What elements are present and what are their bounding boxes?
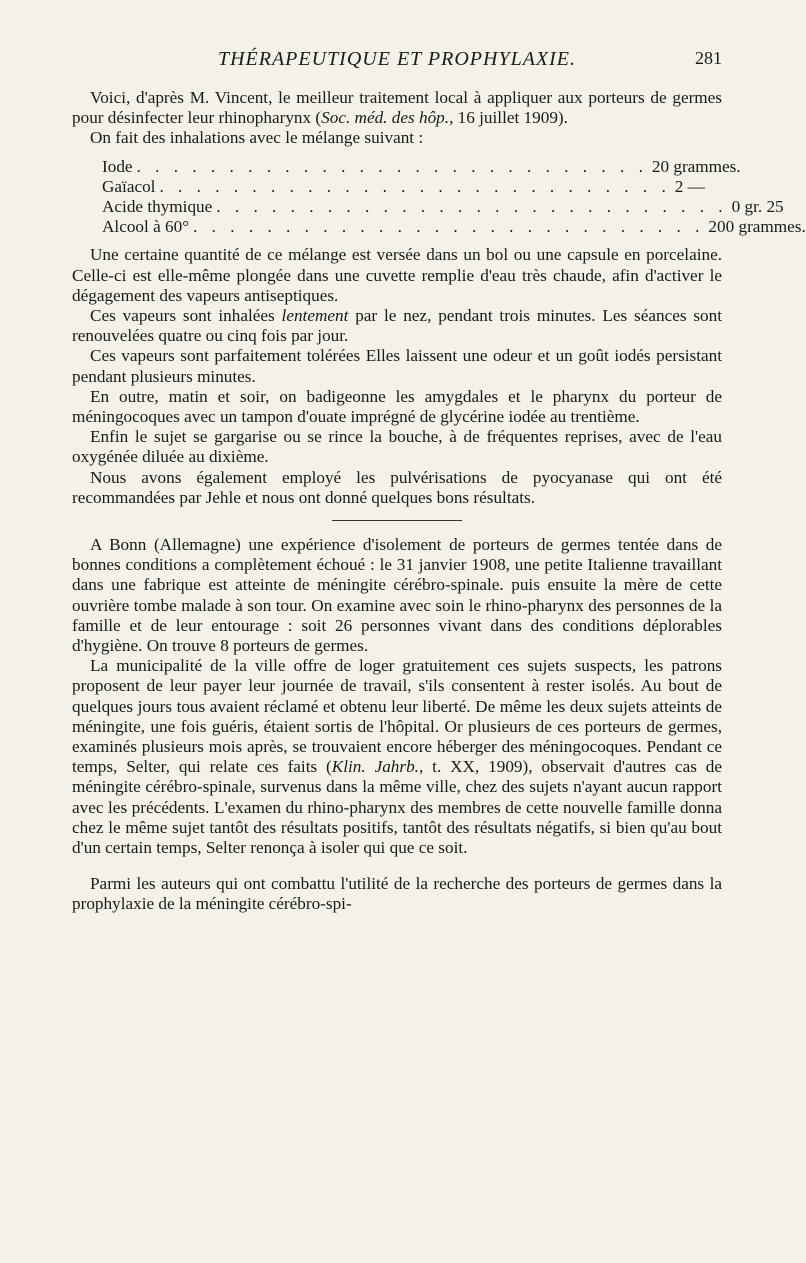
leader-dots: . . . . . . . . . . . . . . . . . . . . . . . . . . . .: [216, 196, 728, 216]
text-run: par le nez, pendant trois minutes. Les séances sont renouvelées quatre ou cinq fois par jour.: [72, 305, 723, 346]
text-run: Voici, d'après M. Vincent, le meilleur traitement local à appliquer aux porteurs de germes pour désinfecter leur rhinopharynx (: [72, 88, 722, 128]
running-title: THÉRAPEUTIQUE ET PROPHYLAXIE.: [217, 48, 577, 70]
paragraph: Ces vapeurs sont parfaitement tolérées Elles laissent une odeur et un goût iodés persistant pendant plusieurs minutes.: [72, 346, 722, 386]
ingredient-name: Acide thymique: [102, 196, 213, 216]
ingredient-name: Gaïacol: [102, 176, 156, 196]
recipe-row: [102, 217, 806, 237]
paragraph: [72, 88, 722, 128]
text-run: La municipalité de la ville offre de loger gratuitement ces sujets suspects, les patrons proposent de leur payer leur journée de travail, s'ils consentent à rester isolés. Au bout de quelques jours tous avaient réclamé et obtenu leur liberté. De même les deux sujets atteints de méningite, une fois guéris, étaient sortis de l'hôpital. Or plusieurs de ces porteurs de germes, examinés plusieurs mois après, se trouvaient encore héberger des méningocoques. Pendant ce temps, Selter, qui relate ces faits (: [72, 656, 722, 777]
paragraph: A Bonn (Allemagne) une expérience d'isolement de porteurs de germes tentée dans de bonnes conditions a complètement échoué : le 31 janvier 1908, une petite Italienne travaillant dans une fabrique est atteinte de méningite cérébro-spinale. puis ensuite la mère de cette ouvrière tombe malade à son tour. On examine avec soin le rhino-pharynx des personnes de la famille et de leur entourage : soit 26 personnes vivant dans des conditions déplorables d'hygiène. On trouve 8 porteurs de germes.: [72, 535, 722, 656]
ingredient-name: Iode: [102, 156, 133, 176]
recipe-row: [102, 176, 705, 197]
paragraph: Nous avons également employé les pulvérisations de pyocyanase qui ont été recommandées par Jehle et nous ont donné quelques bons résultats.: [72, 467, 722, 507]
ingredient-quantity: 2 —: [674, 176, 705, 196]
page-body: [72, 88, 806, 915]
text-run: Ces vapeurs sont inhalées: [90, 305, 282, 325]
page-number: 281: [695, 48, 722, 68]
ingredient-quantity: 0 gr. 25: [731, 196, 784, 216]
ingredient-name: Alcool à 60°: [102, 217, 190, 237]
ingredient-quantity: 200 grammes.: [708, 217, 806, 237]
section-divider: [332, 520, 462, 521]
recipe-row: [102, 196, 784, 217]
page-header: [72, 42, 722, 72]
paragraph: Une certaine quantité de ce mélange est versée dans un bol ou une capsule en porcelaine. Celle-ci est elle-même plongée dans une cuvette remplie d'eau très chaude, afin d'activer le dégagement des vapeurs antiseptiques.: [72, 245, 722, 305]
recipe-row: [102, 156, 741, 177]
emphasis: lentement: [281, 305, 349, 325]
recipe-list: [102, 156, 806, 238]
leader-dots: . . . . . . . . . . . . . . . . . . . . . . . . . . . .: [159, 176, 671, 196]
paragraph: Enfin le sujet se gargarise ou se rince la bouche, à de fréquentes reprises, avec de l'eau oxygénée diluée au dixième.: [72, 427, 722, 467]
paragraph: On fait des inhalations avec le mélange suivant :: [90, 128, 424, 148]
citation: Klin. Jahrb.: [331, 757, 419, 777]
paragraph: En outre, matin et soir, on badigeonne les amygdales et le pharynx du porteur de méningocoques avec un tampon d'ouate imprégné de glycérine iodée au trentième.: [72, 386, 722, 426]
text-run: , t. XX, 1909), observait d'autres cas de méningite cérébro-spinale, survenus dans la même ville, chez des sujets n'ayant aucun rapport avec les précédents. L'examen du rhino-pharynx des membres de cette nouvelle famille donna chez le même sujet tantôt des résultats positifs, tantôt des résultats négatifs, si bien qu'au bout d'un certain temps, Selter renonça à isoler qui que ce soit.: [72, 757, 722, 858]
ingredient-quantity: 20 grammes.: [651, 156, 741, 176]
paragraph: [72, 656, 722, 858]
leader-dots: . . . . . . . . . . . . . . . . . . . . . . . . . . . .: [193, 217, 705, 237]
paragraph: Parmi les auteurs qui ont combattu l'utilité de la recherche des porteurs de germes dans la prophylaxie de la méningite cérébro-spi-: [72, 874, 722, 914]
leader-dots: . . . . . . . . . . . . . . . . . . . . . . . . . . . .: [136, 156, 648, 176]
paragraph: [72, 306, 722, 346]
citation: Soc. méd. des hôp.: [321, 108, 450, 128]
paragraph-gap: [72, 858, 722, 874]
text-run: , 16 juillet 1909).: [449, 108, 568, 128]
